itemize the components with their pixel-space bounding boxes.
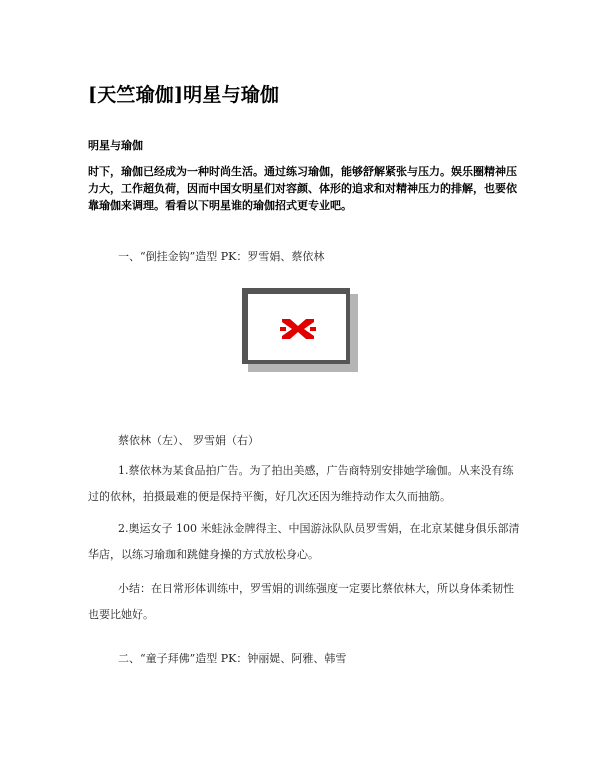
- subtitle: 明星与瑜伽: [88, 139, 143, 152]
- broken-image: [242, 288, 358, 372]
- section-heading-2: 二、“童子拜佛”造型 PK：钟丽媞、阿雅、韩雪: [118, 652, 347, 665]
- paragraph-1: 1.蔡依林为某食品拍广告。为了拍出美感，广告商特别安排她学瑜伽。从来没有练过的依林，拍摄最难的便是保持平衡，好几次还因为维持动作太久而抽筋。: [88, 464, 514, 503]
- section-heading-1: 一、“倒挂金钩”造型 PK：罗雪娟、蔡依林: [118, 250, 325, 263]
- page-title: [天竺瑜伽]明星与瑜伽: [88, 84, 280, 106]
- image-caption: 蔡依林（左）、 罗雪娟（右）: [118, 434, 259, 447]
- paragraph-2: 2.奥运女子 100 米蛙泳金牌得主、中国游泳队队员罗雪娟，在北京某健身俱乐部清华店，以练习瑜珈和跳健身操的方式放松身心。: [88, 522, 520, 561]
- broken-image-icon: [280, 318, 316, 340]
- intro-paragraph: 时下，瑜伽已经成为一种时尚生活。通过练习瑜伽，能够舒解紧张与压力。娱乐圈精神压力大，工作超负荷，因而中国女明星们对容颜、体形的追求和对精神压力的排解，也要依靠瑜伽来调理。看看以下明星谁的瑜伽招式更专业吧。: [88, 165, 517, 212]
- summary-paragraph: 小结：在日常形体训练中，罗雪娟的训练强度一定要比蔡依林大，所以身体柔韧性也要比她好。: [88, 582, 514, 621]
